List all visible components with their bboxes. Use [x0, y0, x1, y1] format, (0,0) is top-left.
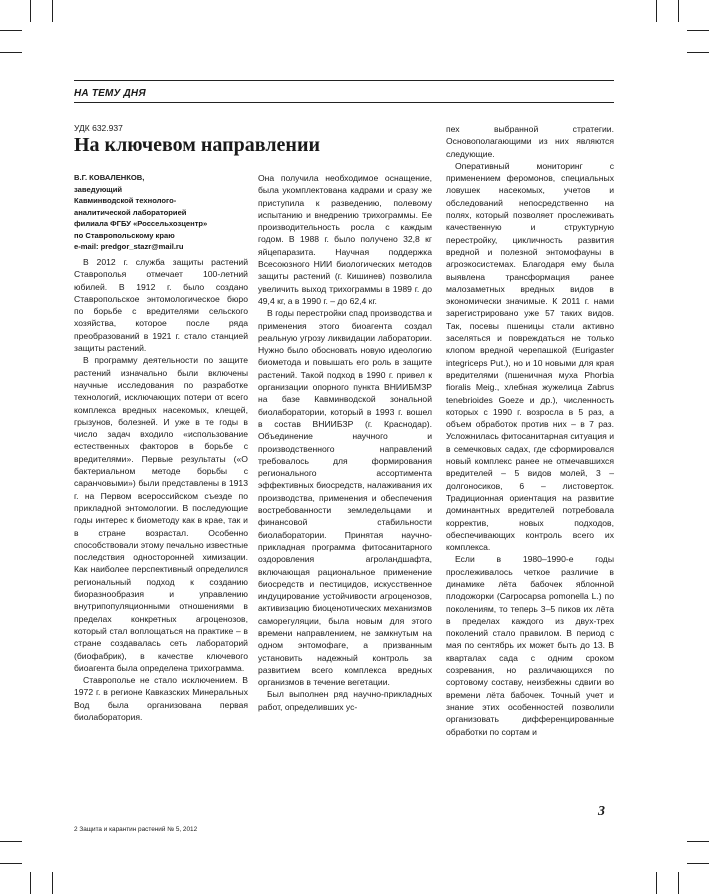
crop-mark-top-right-v: [678, 0, 679, 22]
author-affiliation-line: аналитической лабораторией: [74, 207, 187, 217]
crop-mark-bottom-left-v: [30, 872, 31, 894]
text-column-3: [446, 123, 614, 738]
crop-mark-bottom-left-h2: [0, 841, 22, 842]
crop-mark-top-right-v2: [656, 0, 657, 22]
header-rule-top: [74, 80, 614, 81]
article-title: На ключевом направлении: [74, 134, 320, 156]
crop-mark-bottom-right-v: [678, 872, 679, 894]
crop-mark-bottom-left-v2: [52, 872, 53, 894]
paragraph: В программу деятельности по защите растений изначально были включены научные исследования по разработке технологий, исключающих потери от всего комплекса вредных насекомых, клещей, грызунов, болезней. И уже в те годы в число задач входило «использование естественных факторов в борьбе с вредителями». Первые результаты («О бактериальном методе борьбы с саранчовыми») были представлены в 1913 г. на Первом всероссийском съезде по прикладной энтомологии. В последующие годы интерес к биометоду как в крае, так и в стране возрастал. Особенно способствовали этому печально известные последствия односторонней химизации. Как наиболее перспективный определился региональный подход к созданию биоразнообразия и управлению внутрипопуляционными отношениями в пределах конкретных агроценозов, который стал воплощаться на практике – в стране создавалась сеть лабораторий (биофабрик), в качестве ключевого биоагента была определена трихограмма.: [74, 355, 248, 673]
header-rule-bottom: [74, 102, 614, 103]
author-name: В.Г. КОВАЛЕНКОВ,: [74, 173, 145, 182]
udk-code: УДК 632.937: [74, 123, 123, 133]
author-position: заведующий: [74, 184, 123, 194]
paragraph: Ставрополье не стало исключением. В 1972 г. в регионе Кавказских Минеральных Вод была организована первая биолаборатория.: [74, 675, 248, 722]
crop-mark-bottom-right-v2: [656, 872, 657, 894]
paragraph: В годы перестройки спад производства и применения этого биоагента создал реальную угрозу ликвидации лаборатории. Нужно было обосновать новую идеологию биометода и повышать его роль в защите растений. Такой подход в 1990 г. привел к организации опорного пункта ВНИИБМЗР на базе Кавминводской зональной биолаборатории, который в 1993 г. вошел в состав ВНИИБЗР (г. Краснодар). Объединение научного и производственного направлений требовалось для формирования регионального ассортимента эффективных биосредств, налаживания их производства, применения и обеспечения востребованности земледельцами и финансовой стабильности биолаборатории. Принятая научно-прикладная программа фитосанитарного оздоровления агроландшафта, включающая рациональное применение биосредств и пестицидов, искусственное индуцирование устойчивости агроценозов, активизацию биоценотических механизмов саморегуляции, была новым для этого времени направлением, не замкнутым на одном энтомофаге, а призванным установить надежный контроль за развитием всего комплекса вредных организмов в течение вегетации.: [258, 308, 432, 688]
text-column-1: [74, 256, 248, 723]
paragraph: Был выполнен ряд научно-прикладных работ, определивших ус-: [258, 689, 432, 712]
crop-mark-top-left-h2: [0, 52, 22, 53]
author-affiliation-line: филиала ФГБУ «Россельхозцентр»: [74, 219, 208, 228]
author-affiliation-line: по Ставропольскому краю: [74, 230, 175, 240]
paragraph: Если в 1980–1990-е годы прослеживалось четкое различие в динамике лёта бабочек яблонной плодожорки (Carpocapsa pomonella L.) по поколениям, то теперь 3–5 пиков их лёта в пределах каждого из двух-трех поколений стало правилом. В период с мая по сентябрь их может быть до 13. В кварталах сада с одним сроком созревания, но различающихся по сортовому составу, неизбежны сдвиги во времени лёта бабочек. Точный учет и знание этих особенностей позволили организовать дифференцированные обработки по сортам и: [446, 554, 614, 737]
crop-mark-bottom-right-h2: [687, 841, 709, 842]
paragraph: В 2012 г. служба защиты растений Ставрополья отмечает 100-летний юбилей. В 1912 г. было создано Ставропольское энтомологическое бюро по борьбе с вредителями сельского хозяйства, которое после ряда преобразований в 1921 г. стало станцией защиты растений.: [74, 257, 248, 354]
page-number: 3: [598, 804, 605, 819]
crop-mark-bottom-left-h: [0, 863, 22, 864]
paragraph: пех выбранной стратегии. Основополагающими из них являются следующие.: [446, 124, 614, 159]
journal-footer: 2 Защита и карантин растений № 5, 2012: [74, 826, 198, 833]
paragraph: Оперативный мониторинг с применением феромонов, специальных ловушек насекомых, учетов и обследований непосредственно на полях, который позволяет прослеживать качественную и структурную перестройку, цикличность развития вредной и полезной энтомофауны в агроэкосистемах. Благодаря ему была выявлена трансформация ранее малозаметных вредных видов в экономически значимые. К 2011 г. нами зарегистрировано уже 57 таких видов. Так, посевы пшеницы стали активно заселяться и повреждаться не только клопом вредной черепашкой (Eurigaster integriceps Put.), но и 10 новыми для края вредителями (пшеничная муха Phorbia fioralis Meig., хлебная жужелица Zabrus tenebrioides Goeze и др.), численность которых с 1990 г. возросла в 5 раз, а объем обработок против них – в 7 раз. Усложнилась фитосанитарная ситуация и в семечковых садах, где сформировался новый комплекс ранее не отмечавшихся вредителей – 5 видов молей, 3 – долгоносиков, 6 – листоверток. Традиционная ориентация на развитие доминантных вредителей потребовала корректив, новых подходов, обеспечивающих контроль всего их комплекса.: [446, 160, 614, 553]
crop-mark-bottom-right-h: [687, 863, 709, 864]
crop-mark-top-right-h: [687, 30, 709, 31]
section-heading: НА ТЕМУ ДНЯ: [74, 88, 146, 99]
crop-mark-top-right-h2: [687, 52, 709, 53]
text-column-2: [258, 172, 432, 713]
crop-mark-top-left-v2: [52, 0, 53, 22]
crop-mark-top-left-h: [0, 30, 22, 31]
crop-mark-top-left-v: [30, 0, 31, 22]
paragraph: Она получила необходимое оснащение, была укомплектована кадрами и сразу же приступила к разведению, полевому испытанию и внедрению трихограммы. Ее производительность росла с каждым годом. В 1988 г. было получено 32,8 кг яйцепаразита. Научная поддержка Всесоюзного НИИ биологических методов защиты растений (г. Кишинев) позволила увеличить выход трихограммы в 1989 г. до 49,4 кг, а в 1990 г. – до 62,4 кг.: [258, 173, 432, 306]
author-email[interactable]: e-mail: predgor_stazr@mail.ru: [74, 242, 184, 251]
author-affiliation-line: Кавминводской технолого-: [74, 196, 177, 205]
author-block: [74, 172, 250, 253]
